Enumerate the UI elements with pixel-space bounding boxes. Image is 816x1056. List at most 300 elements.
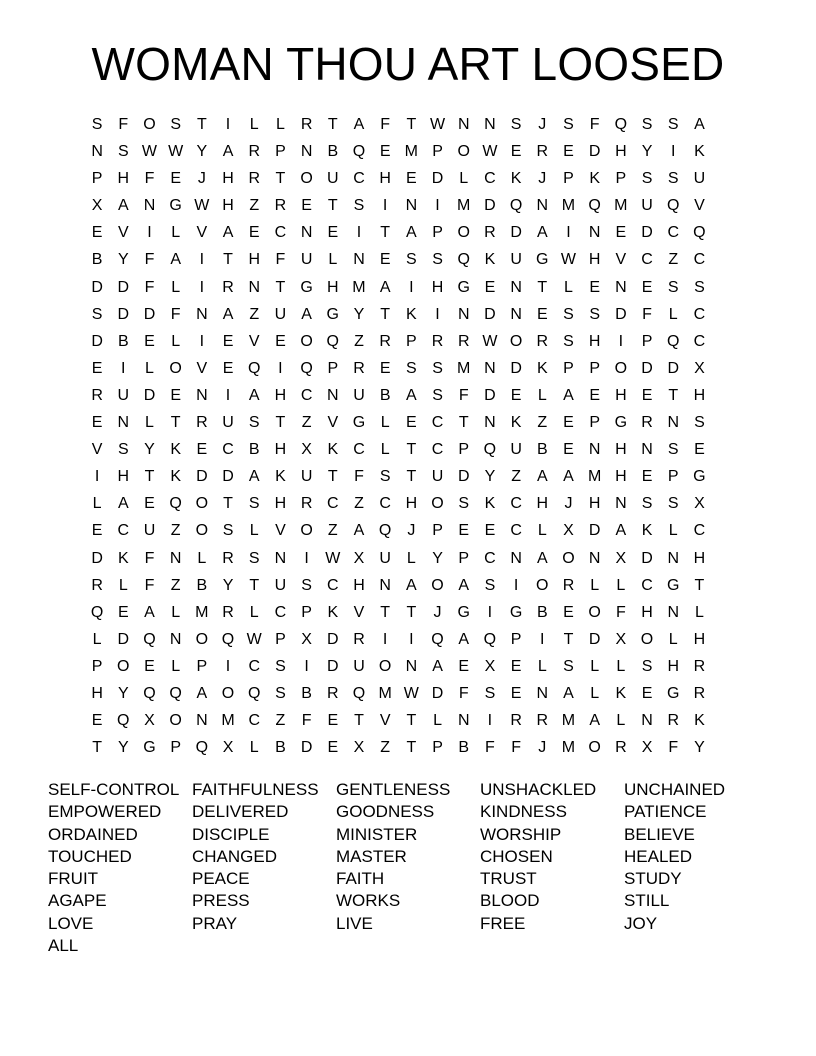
- search-word: PATIENCE: [624, 802, 707, 822]
- grid-letter: Q: [352, 684, 366, 702]
- grid-letter: O: [457, 224, 470, 242]
- grid-letter: E: [484, 278, 496, 296]
- grid-letter: E: [563, 414, 574, 432]
- grid-letter: A: [615, 522, 627, 540]
- grid-letter: X: [694, 359, 705, 377]
- grid-letter: A: [353, 522, 365, 540]
- grid-letter: E: [379, 251, 391, 269]
- grid-letter: P: [510, 630, 522, 648]
- grid-letter: P: [275, 630, 286, 648]
- grid-letter: T: [249, 576, 260, 594]
- grid-letter: S: [589, 305, 600, 323]
- grid-letter: E: [510, 657, 522, 675]
- grid-letter: X: [301, 630, 312, 648]
- grid-letter: Q: [117, 712, 130, 730]
- grid-letter: Q: [693, 224, 706, 242]
- grid-letter: O: [195, 495, 209, 513]
- grid-letter: E: [641, 684, 653, 702]
- grid-letter: A: [536, 549, 548, 567]
- grid-letter: B: [196, 576, 208, 594]
- grid-letter: B: [379, 386, 391, 404]
- grid-row: [84, 438, 713, 465]
- grid-letter: P: [327, 359, 339, 377]
- grid-letter: E: [458, 522, 470, 540]
- grid-letter: U: [327, 170, 339, 188]
- grid-letter: G: [300, 278, 313, 296]
- grid-letter: H: [588, 332, 601, 350]
- grid-letter: T: [275, 414, 286, 432]
- grid-letter: C: [667, 224, 679, 242]
- grid-letter: Y: [694, 739, 705, 757]
- grid-letter: S: [458, 495, 470, 513]
- search-word: WORKS: [336, 891, 401, 911]
- grid-letter: I: [94, 468, 100, 486]
- grid-letter: E: [91, 414, 103, 432]
- grid-letter: N: [405, 657, 418, 675]
- grid-letter: E: [144, 332, 155, 350]
- grid-letter: N: [536, 684, 549, 702]
- search-word: CHOSEN: [480, 846, 553, 866]
- grid-letter: S: [694, 414, 705, 432]
- grid-letter: Q: [195, 739, 209, 757]
- grid-letter: C: [274, 224, 287, 242]
- grid-letter: E: [170, 170, 181, 188]
- grid-letter: N: [91, 143, 103, 161]
- grid-letter: O: [536, 576, 549, 594]
- grid-letter: R: [693, 657, 706, 675]
- grid-letter: O: [378, 657, 392, 675]
- grid-letter: C: [484, 170, 496, 188]
- grid-letter: E: [589, 386, 600, 404]
- grid-letter: K: [327, 603, 339, 621]
- grid-letter: P: [301, 603, 312, 621]
- grid-letter: J: [538, 170, 547, 188]
- grid-row: [84, 194, 713, 221]
- grid-letter: I: [304, 657, 309, 675]
- grid-letter: Y: [641, 143, 653, 161]
- grid-letter: I: [278, 359, 283, 377]
- grid-letter: N: [588, 441, 601, 459]
- grid-letter: R: [536, 712, 549, 730]
- grid-letter: Q: [247, 359, 261, 377]
- grid-letter: Z: [249, 305, 260, 323]
- grid-letter: E: [510, 684, 522, 702]
- grid-letter: Q: [378, 522, 392, 540]
- grid-letter: I: [225, 116, 231, 133]
- grid-letter: P: [563, 359, 574, 377]
- grid-letter: L: [380, 414, 390, 432]
- grid-letter: L: [249, 603, 259, 621]
- grid-letter: X: [353, 549, 365, 567]
- grid-letter: P: [406, 332, 417, 350]
- grid-letter: Z: [511, 468, 521, 486]
- grid-letter: Z: [327, 522, 338, 540]
- grid-letter: A: [353, 116, 365, 133]
- grid-letter: Q: [221, 630, 235, 648]
- grid-letter: S: [117, 143, 129, 161]
- grid-letter: E: [563, 603, 574, 621]
- grid-letter: Y: [484, 468, 496, 486]
- grid-letter: S: [353, 197, 365, 215]
- grid-letter: S: [406, 359, 417, 377]
- grid-letter: H: [353, 576, 365, 594]
- grid-letter: D: [327, 657, 339, 675]
- grid-letter: G: [169, 197, 182, 215]
- grid-letter: Z: [275, 712, 286, 730]
- grid-letter: V: [248, 332, 260, 350]
- grid-row: [84, 628, 713, 655]
- grid-row: [84, 384, 713, 411]
- grid-letter: V: [615, 251, 627, 269]
- grid-letter: F: [144, 576, 155, 594]
- search-word: FRUIT: [48, 869, 99, 889]
- grid-letter: I: [356, 224, 362, 242]
- grid-letter: X: [91, 197, 103, 215]
- grid-letter: B: [301, 684, 312, 702]
- grid-letter: R: [327, 684, 339, 702]
- grid-letter: F: [380, 116, 391, 133]
- grid-letter: X: [144, 712, 155, 730]
- search-word: DISCIPLE: [192, 824, 270, 844]
- grid-letter: A: [536, 468, 548, 486]
- grid-letter: S: [563, 332, 574, 350]
- grid-letter: H: [248, 251, 260, 269]
- grid-letter: S: [275, 684, 286, 702]
- grid-letter: L: [406, 549, 416, 567]
- search-word: FAITHFULNESS: [192, 780, 319, 799]
- grid-letter: T: [406, 739, 417, 757]
- grid-letter: M: [195, 603, 209, 621]
- grid-letter: G: [693, 468, 706, 486]
- grid-letter: T: [144, 468, 155, 486]
- grid-letter: F: [275, 251, 286, 269]
- grid-letter: E: [641, 468, 653, 486]
- grid-letter: E: [563, 143, 574, 161]
- grid-letter: C: [431, 414, 444, 432]
- search-word: TOUCHED: [48, 846, 132, 866]
- grid-letter: C: [248, 712, 260, 730]
- grid-letter: T: [406, 712, 417, 730]
- grid-letter: K: [510, 414, 522, 432]
- grid-letter: A: [222, 305, 234, 323]
- grid-letter: M: [352, 278, 366, 296]
- grid-letter: D: [222, 468, 234, 486]
- grid-letter: H: [536, 495, 549, 513]
- grid-letter: F: [144, 170, 155, 188]
- grid-letter: L: [537, 386, 547, 404]
- grid-letter: V: [275, 522, 286, 540]
- grid-letter: L: [590, 576, 600, 594]
- grid-letter: N: [641, 712, 653, 730]
- grid-letter: W: [246, 630, 262, 648]
- grid-letter: E: [379, 359, 391, 377]
- grid-letter: Q: [352, 143, 366, 161]
- search-word: ALL: [48, 936, 79, 956]
- grid-letter: X: [615, 630, 627, 648]
- grid-letter: F: [485, 739, 495, 757]
- grid-letter: I: [409, 630, 414, 648]
- grid-letter: E: [406, 170, 417, 188]
- grid-letter: K: [275, 468, 286, 486]
- grid-letter: R: [222, 549, 234, 567]
- grid-letter: J: [433, 603, 442, 621]
- grid-letter: O: [588, 603, 601, 621]
- grid-letter: L: [590, 657, 600, 675]
- grid-letter: Q: [614, 116, 628, 133]
- grid-letter: L: [616, 576, 626, 594]
- grid-letter: F: [144, 549, 155, 567]
- grid-letter: Q: [300, 359, 313, 377]
- grid-letter: R: [353, 630, 365, 648]
- grid-letter: A: [379, 278, 391, 296]
- grid-letter: C: [693, 251, 706, 269]
- letter-grid: [84, 113, 713, 763]
- grid-letter: A: [458, 630, 470, 648]
- grid-letter: O: [300, 332, 313, 350]
- grid-letter: D: [117, 305, 130, 323]
- grid-letter: Q: [247, 684, 261, 702]
- grid-letter: V: [117, 224, 129, 242]
- grid-letter: N: [143, 197, 156, 215]
- grid-letter: F: [301, 712, 312, 730]
- grid-letter: F: [144, 278, 155, 296]
- grid-letter: H: [641, 603, 653, 621]
- grid-letter: K: [615, 684, 627, 702]
- grid-letter: T: [537, 278, 548, 296]
- grid-letter: T: [354, 712, 364, 730]
- grid-letter: O: [143, 116, 156, 133]
- grid-letter: R: [222, 603, 234, 621]
- grid-letter: W: [482, 332, 498, 350]
- grid-letter: S: [484, 576, 496, 594]
- grid-letter: L: [380, 441, 390, 459]
- grid-letter: F: [458, 684, 469, 702]
- grid-letter: M: [561, 739, 576, 757]
- grid-letter: A: [458, 576, 470, 594]
- grid-letter: H: [431, 278, 444, 296]
- grid-letter: N: [327, 386, 339, 404]
- grid-letter: W: [168, 143, 184, 161]
- grid-letter: E: [170, 386, 181, 404]
- grid-letter: L: [171, 224, 181, 242]
- grid-letter: I: [199, 278, 205, 296]
- grid-letter: L: [275, 116, 285, 133]
- grid-letter: L: [171, 278, 181, 296]
- grid-letter: I: [566, 224, 571, 242]
- grid-letter: S: [248, 549, 260, 567]
- grid-letter: E: [117, 603, 129, 621]
- grid-letter: O: [300, 522, 313, 540]
- word-column: [336, 779, 480, 957]
- grid-letter: H: [222, 170, 234, 188]
- grid-row: [84, 736, 713, 763]
- grid-letter: S: [563, 305, 574, 323]
- word-column: [192, 779, 336, 957]
- grid-letter: Q: [169, 495, 182, 513]
- grid-letter: R: [536, 332, 549, 350]
- grid-letter: F: [642, 305, 652, 323]
- grid-letter: L: [537, 522, 547, 540]
- grid-letter: K: [117, 549, 129, 567]
- grid-letter: N: [196, 305, 208, 323]
- grid-letter: E: [91, 224, 103, 242]
- grid-row: [84, 303, 713, 330]
- grid-letter: X: [563, 522, 574, 540]
- grid-letter: L: [249, 522, 259, 540]
- grid-letter: Y: [144, 441, 155, 459]
- search-word: FREE: [480, 913, 526, 933]
- grid-letter: T: [406, 468, 417, 486]
- grid-letter: F: [354, 468, 364, 486]
- grid-letter: H: [615, 441, 627, 459]
- grid-letter: C: [510, 522, 522, 540]
- grid-letter: K: [694, 712, 705, 730]
- grid-letter: H: [615, 468, 627, 486]
- grid-letter: W: [194, 197, 210, 215]
- grid-letter: S: [432, 251, 443, 269]
- grid-letter: U: [693, 170, 706, 188]
- grid-letter: C: [431, 441, 444, 459]
- grid-letter: I: [304, 549, 309, 567]
- grid-row: [84, 221, 713, 248]
- grid-letter: U: [353, 657, 365, 675]
- grid-row: [84, 248, 713, 275]
- grid-letter: R: [641, 414, 653, 432]
- grid-letter: N: [117, 414, 130, 432]
- grid-letter: N: [379, 576, 391, 594]
- grid-letter: V: [196, 224, 208, 242]
- grid-letter: O: [195, 630, 209, 648]
- grid-letter: N: [510, 549, 522, 567]
- grid-letter: S: [432, 359, 443, 377]
- grid-letter: N: [169, 630, 182, 648]
- grid-letter: O: [117, 657, 130, 675]
- grid-letter: N: [484, 359, 496, 377]
- grid-letter: R: [222, 278, 234, 296]
- grid-letter: J: [538, 116, 547, 133]
- search-word: GOODNESS: [336, 802, 435, 822]
- grid-letter: X: [222, 739, 234, 757]
- search-word: BELIEVE: [624, 824, 695, 844]
- grid-letter: I: [435, 197, 440, 215]
- grid-letter: T: [275, 170, 286, 188]
- grid-letter: E: [563, 441, 574, 459]
- grid-letter: N: [667, 549, 679, 567]
- grid-letter: N: [641, 441, 653, 459]
- grid-letter: L: [118, 576, 128, 594]
- grid-letter: E: [484, 522, 496, 540]
- grid-letter: R: [510, 712, 522, 730]
- grid-row: [84, 601, 713, 628]
- grid-letter: O: [457, 143, 470, 161]
- grid-letter: S: [667, 278, 679, 296]
- grid-letter: T: [563, 630, 574, 648]
- grid-letter: H: [379, 170, 391, 188]
- grid-letter: E: [510, 386, 522, 404]
- grid-letter: E: [275, 332, 286, 350]
- grid-letter: Y: [432, 549, 443, 567]
- grid-letter: L: [249, 116, 259, 133]
- grid-letter: X: [694, 495, 705, 513]
- grid-letter: I: [382, 630, 388, 648]
- grid-letter: E: [222, 332, 234, 350]
- grid-letter: N: [667, 414, 679, 432]
- grid-letter: Q: [143, 630, 156, 648]
- grid-letter: F: [144, 251, 155, 269]
- grid-letter: L: [616, 712, 626, 730]
- grid-row: [84, 411, 713, 438]
- grid-letter: B: [536, 603, 548, 621]
- grid-letter: D: [327, 630, 339, 648]
- grid-letter: I: [409, 278, 414, 296]
- grid-letter: R: [248, 143, 260, 161]
- grid-letter: U: [510, 251, 522, 269]
- grid-letter: L: [328, 251, 338, 269]
- grid-letter: J: [564, 495, 573, 513]
- grid-letter: A: [222, 224, 234, 242]
- grid-letter: N: [457, 116, 470, 133]
- grid-letter: H: [615, 143, 627, 161]
- grid-letter: E: [91, 712, 103, 730]
- grid-letter: D: [641, 359, 653, 377]
- grid-letter: D: [91, 332, 103, 350]
- grid-letter: A: [248, 386, 260, 404]
- grid-letter: D: [588, 630, 601, 648]
- grid-letter: U: [379, 549, 391, 567]
- grid-letter: S: [563, 657, 574, 675]
- grid-letter: T: [275, 278, 286, 296]
- grid-letter: M: [561, 197, 576, 215]
- grid-letter: S: [91, 116, 103, 133]
- grid-letter: S: [641, 116, 653, 133]
- grid-letter: K: [641, 522, 653, 540]
- grid-letter: S: [563, 116, 574, 133]
- grid-letter: G: [666, 576, 680, 594]
- grid-row: [84, 682, 713, 709]
- grid-letter: K: [327, 441, 339, 459]
- search-word: FAITH: [336, 869, 385, 889]
- grid-letter: G: [457, 278, 470, 296]
- search-word: UNCHAINED: [624, 780, 726, 799]
- grid-letter: N: [196, 712, 208, 730]
- grid-letter: Q: [169, 684, 182, 702]
- grid-letter: H: [693, 549, 706, 567]
- grid-letter: M: [561, 712, 576, 730]
- grid-letter: Q: [483, 441, 497, 459]
- grid-letter: R: [667, 712, 679, 730]
- grid-letter: S: [91, 305, 103, 323]
- grid-letter: W: [560, 251, 577, 269]
- grid-letter: T: [380, 305, 391, 323]
- grid-letter: O: [221, 684, 235, 702]
- grid-letter: I: [540, 630, 545, 648]
- grid-letter: O: [614, 359, 628, 377]
- grid-letter: A: [406, 224, 417, 242]
- grid-letter: T: [458, 414, 469, 432]
- grid-letter: Y: [117, 739, 129, 757]
- grid-letter: H: [693, 386, 706, 404]
- grid-row: [84, 492, 713, 519]
- grid-letter: I: [435, 305, 440, 323]
- grid-row: [84, 140, 713, 167]
- grid-letter: E: [327, 224, 339, 242]
- grid-letter: S: [667, 495, 679, 513]
- grid-letter: M: [614, 197, 628, 215]
- grid-letter: R: [353, 359, 365, 377]
- grid-row: [84, 709, 713, 736]
- search-word: STILL: [624, 891, 670, 911]
- grid-letter: F: [511, 739, 521, 757]
